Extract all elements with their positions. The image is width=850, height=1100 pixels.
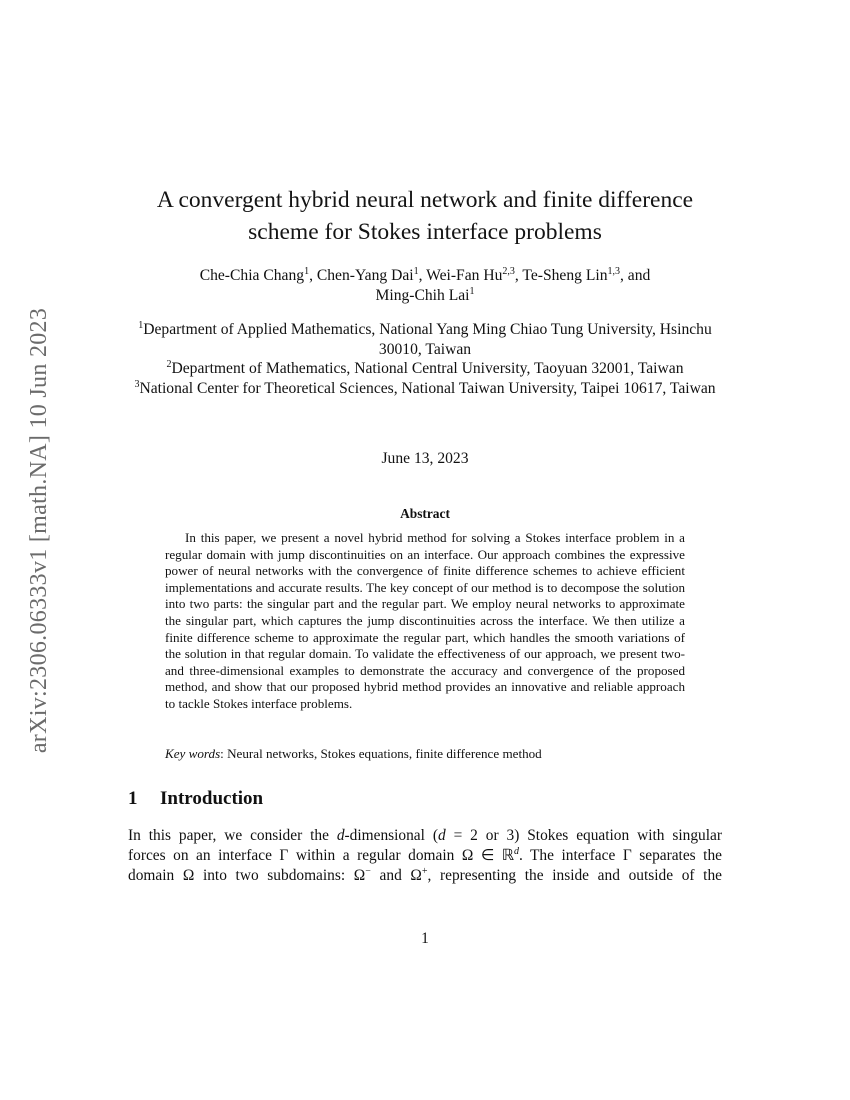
author-affiliation-mark: 1 [469, 285, 475, 297]
intro-text: forces on an interface Γ within a regular domain Ω ∈ ℝ [128, 847, 514, 865]
affiliation-text: Department of Applied Mathematics, National Yang Ming Chiao Tung University, Hsinchu 30010, Taiwan [143, 321, 712, 358]
introduction-paragraph [128, 826, 722, 887]
math-superscript: − [365, 866, 371, 878]
intro-text: and Ω [370, 867, 422, 885]
affiliation-item [120, 379, 730, 399]
title-line-2: scheme for Stokes interface problems [248, 219, 602, 245]
author-name: Ming-Chih Lai [375, 287, 470, 304]
section-title: Introduction [160, 788, 264, 809]
abstract-heading: Abstract [400, 506, 450, 521]
paper-title [130, 184, 720, 248]
intro-line-3 [128, 866, 722, 886]
section-number: 1 [128, 788, 138, 809]
author-conjunction: , and [620, 267, 651, 284]
section-heading-introduction [128, 788, 263, 810]
intro-line-1 [128, 826, 722, 846]
publication-date: June 13, 2023 [381, 450, 469, 467]
math-superscript: d [513, 846, 519, 858]
author-name: Chen-Yang Dai [316, 267, 414, 284]
affiliation-mark: 2 [166, 358, 172, 370]
author-affiliation-mark: 2,3 [502, 265, 515, 277]
keywords-text: : Neural networks, Stokes equations, finite difference method [220, 746, 542, 761]
affiliation-item [120, 320, 730, 359]
keywords-line [165, 746, 685, 762]
math-symbol: d [437, 827, 446, 844]
intro-text: domain Ω into two subdomains: Ω [128, 867, 366, 885]
intro-text: = 2 or 3) Stokes equation with singular [445, 827, 722, 844]
author-separator: , [418, 267, 427, 284]
authors-line-2 [130, 286, 720, 306]
intro-text: In this paper, we consider the [128, 827, 337, 844]
author-list [130, 266, 720, 306]
arxiv-identifier-stamp [18, 270, 62, 790]
math-superscript: + [421, 866, 428, 878]
affiliation-item [120, 359, 730, 379]
affiliation-mark: 3 [134, 378, 140, 390]
author-affiliation-mark: 1 [304, 265, 310, 277]
affiliation-mark: 1 [138, 319, 144, 331]
author-separator: , [309, 267, 317, 284]
affiliation-text: National Center for Theoretical Sciences, National Taiwan University, Taipei 10617, Taiwan [139, 379, 716, 397]
author-name: Che-Chia Chang [199, 267, 305, 284]
intro-line-2 [128, 846, 722, 866]
author-affiliation-mark: 1 [413, 265, 419, 277]
intro-text: -dimensional ( [344, 827, 438, 844]
intro-text: . The interface Γ separates the [518, 847, 722, 865]
author-name: Te-Sheng Lin [522, 267, 608, 284]
authors-line-1 [130, 266, 720, 286]
math-symbol: d [336, 827, 345, 844]
abstract-body: In this paper, we present a novel hybrid method for solving a Stokes interface problem in a regular domain with jump discontinuities on an interface. Our approach combines the expressive power of neural networks with the convergence of finite difference schemes to achieve efficient implementations and accurate results. The key concept of our method is to decompose the solution into two parts: the singular part and the regular part. We employ neural networks to approximate the singular part, which captures the jump discontinuities across the interface. We then utilize a finite difference scheme to approximate the regular part, which handles the smooth variations of the solution in that regular domain. To validate the effectiveness of our approach, we present two- and three-dimensional examples to demonstrate the accuracy and convergence of the proposed method, and show that our proposed hybrid method provides an innovative and reliable approach to tackle Stokes interface problems. [165, 530, 685, 711]
affiliation-text: Department of Mathematics, National Central University, Taoyuan 32001, Taiwan [171, 360, 684, 377]
author-separator: , [514, 267, 523, 284]
page-number: 1 [421, 930, 429, 947]
affiliations [120, 320, 730, 398]
title-line-1: A convergent hybrid neural network and finite difference [156, 187, 694, 213]
author-name: Wei-Fan Hu [426, 267, 503, 284]
arxiv-identifier-text: arXiv:2306.06333v1 [math.NA] 10 Jun 2023 [26, 307, 53, 753]
intro-text: , representing the inside and outside of the [427, 867, 722, 885]
keywords-label: Key words [165, 746, 221, 761]
author-affiliation-mark: 1,3 [607, 265, 620, 277]
